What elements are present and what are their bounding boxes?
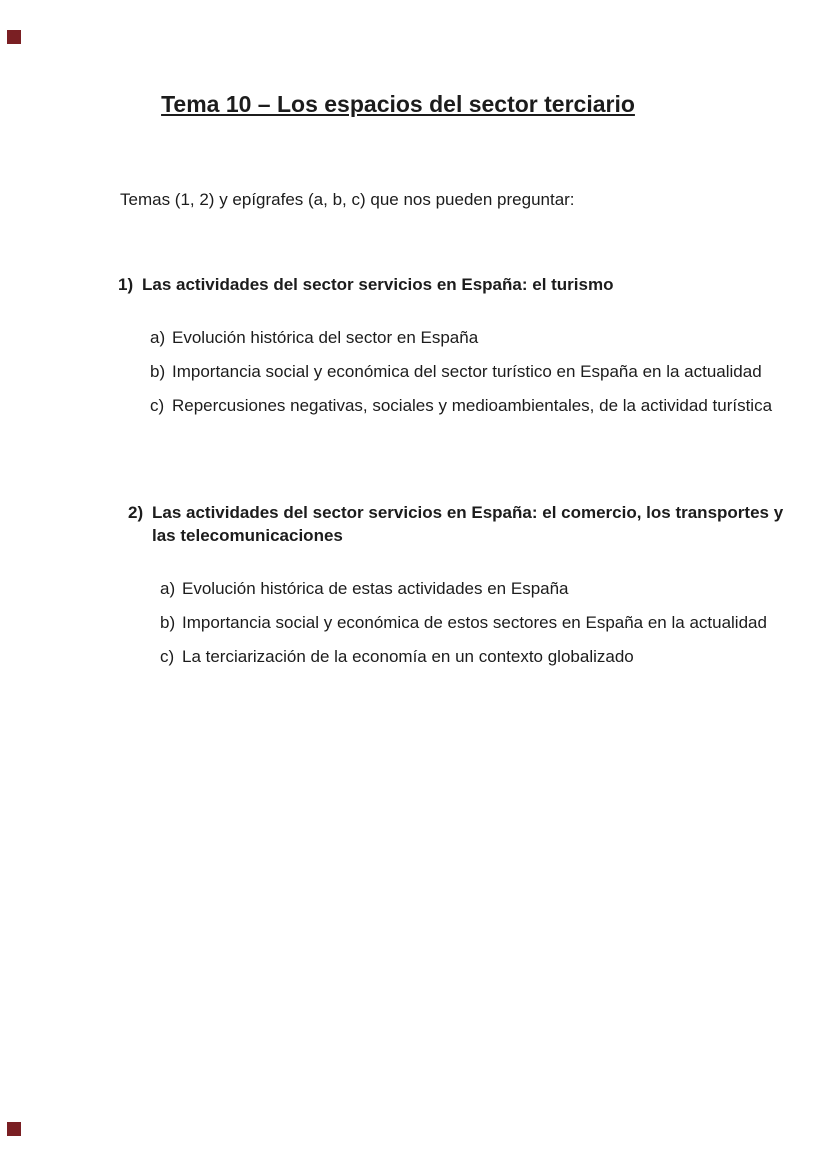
document-title: Tema 10 – Los espacios del sector terciario <box>161 91 635 117</box>
page-marker-bottom-icon <box>7 1122 21 1136</box>
list-item <box>160 577 798 600</box>
section-turismo <box>118 273 798 417</box>
item-text: Evolución histórica de estas actividades en España <box>182 579 569 598</box>
section-items <box>160 577 798 668</box>
item-label: a) <box>160 579 176 598</box>
list-item <box>150 360 798 383</box>
section-number: 1) <box>118 275 134 294</box>
section-heading-text: Las actividades del sector servicios en España: el comercio, los transportes y las telecomunicaciones <box>152 503 784 545</box>
section-items <box>150 326 798 417</box>
item-text: Repercusiones negativas, sociales y medioambientales, de la actividad turística <box>172 396 773 415</box>
item-label: b) <box>150 362 166 381</box>
document-content <box>118 90 798 679</box>
item-text: Evolución histórica del sector en España <box>172 328 479 347</box>
item-text: La terciarización de la economía en un contexto globalizado <box>182 647 634 666</box>
item-label: c) <box>150 396 165 415</box>
list-item <box>160 611 798 634</box>
page-marker-top-icon <box>7 30 21 44</box>
intro-text: Temas (1, 2) y epígrafes (a, b, c) que nos pueden preguntar: <box>120 190 575 209</box>
item-label: a) <box>150 328 166 347</box>
section-heading-text: Las actividades del sector servicios en España: el turismo <box>142 275 614 294</box>
section-heading <box>128 501 798 547</box>
section-comercio-transportes <box>128 501 798 668</box>
section-heading <box>118 273 798 296</box>
item-label: c) <box>160 647 175 666</box>
item-text: Importancia social y económica de estos sectores en España en la actualidad <box>182 613 767 632</box>
list-item <box>160 645 798 668</box>
item-label: b) <box>160 613 176 632</box>
item-text: Importancia social y económica del sector turístico en España en la actualidad <box>172 362 762 381</box>
list-item <box>150 394 798 417</box>
list-item <box>150 326 798 349</box>
section-number: 2) <box>128 503 144 522</box>
